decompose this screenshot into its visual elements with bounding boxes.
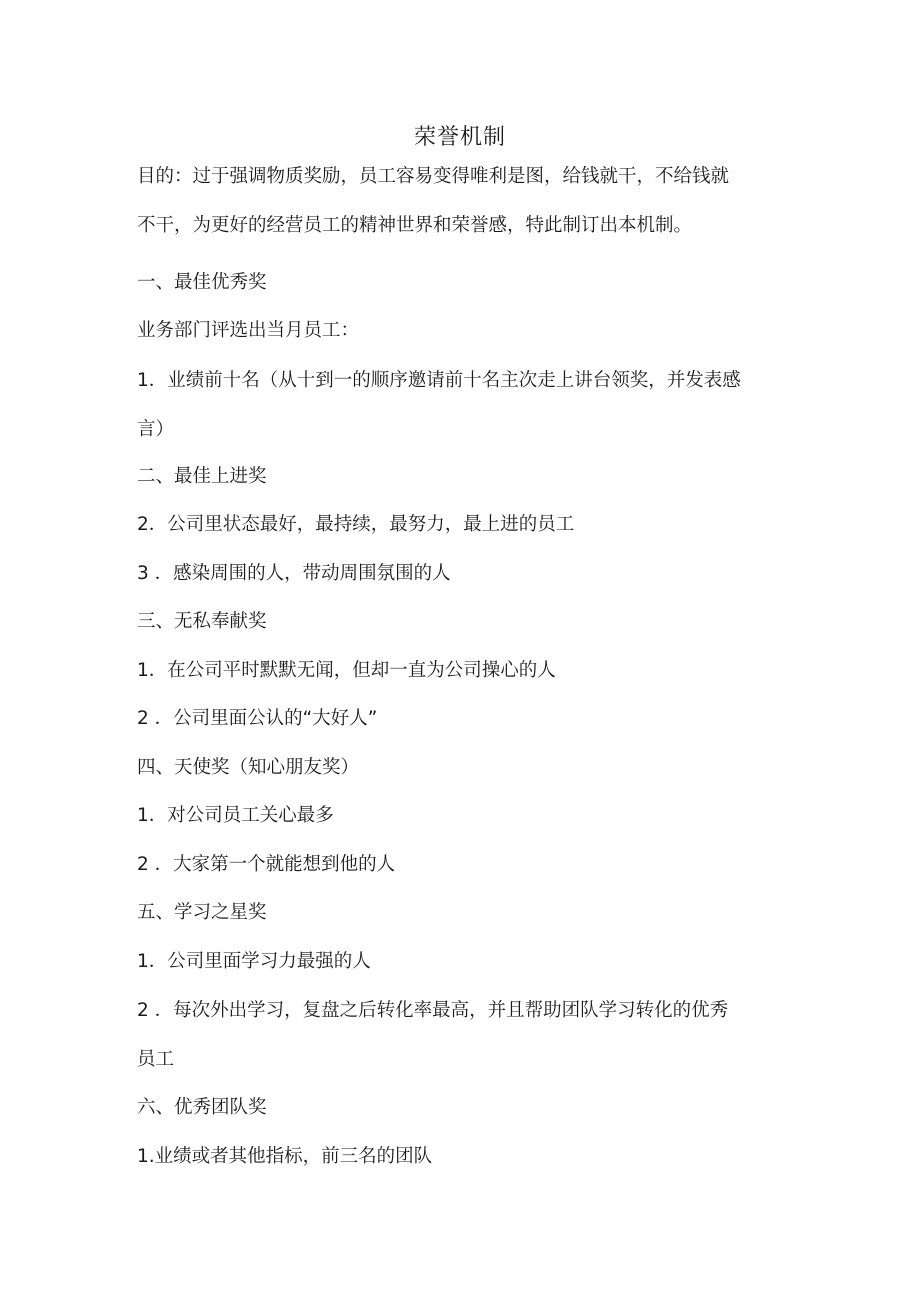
angel-award-item-2: 2 ．大家第一个就能想到他的人 bbox=[137, 854, 396, 875]
section-intro-best-excellence: 业务部门评选出当月员工： bbox=[137, 320, 360, 341]
best-progress-item-1: 2．公司里状态最好，最持续，最努力，最上进的员工 bbox=[137, 514, 575, 535]
document-title: 荣誉机制 bbox=[413, 125, 506, 150]
section-heading-best-excellence: 一、最佳优秀奖 bbox=[137, 272, 267, 293]
section-heading-angel-award: 四、天使奖（知心朋友奖） bbox=[137, 757, 360, 778]
excellent-team-item-1: 1.业绩或者其他指标，前三名的团队 bbox=[137, 1146, 433, 1167]
selfless-dedication-item-1: 1．在公司平时默默无闻，但却一直为公司操心的人 bbox=[137, 660, 556, 681]
section-heading-best-progress: 二、最佳上进奖 bbox=[137, 466, 267, 487]
section-heading-selfless-dedication: 三、无私奉献奖 bbox=[137, 611, 267, 632]
learning-star-item-2-line-2: 员工 bbox=[137, 1049, 175, 1070]
learning-star-item-2 bbox=[137, 986, 797, 1084]
purpose-paragraph bbox=[137, 152, 797, 250]
learning-star-item-1: 1．公司里面学习力最强的人 bbox=[137, 951, 371, 972]
best-excellence-item-1-line-2: 言） bbox=[137, 419, 175, 440]
selfless-dedication-item-2: 2 ．公司里面公认的“大好人” bbox=[137, 708, 378, 729]
best-progress-item-2: 3 ．感染周围的人，带动周围氛围的人 bbox=[137, 563, 451, 584]
purpose-line-2: 不干，为更好的经营员工的精神世界和荣誉感，特此制订出本机制。 bbox=[137, 215, 693, 236]
best-excellence-item-1-line-1: 1．业绩前十名（从十到一的顺序邀请前十名主次走上讲台领奖，并发表感 bbox=[137, 370, 741, 391]
section-heading-learning-star: 五、学习之星奖 bbox=[137, 902, 267, 923]
angel-award-item-1: 1．对公司员工关心最多 bbox=[137, 805, 334, 826]
section-heading-excellent-team: 六、优秀团队奖 bbox=[137, 1097, 267, 1118]
best-excellence-item-1 bbox=[137, 356, 797, 454]
learning-star-item-2-line-1: 2 ．每次外出学习，复盘之后转化率最高，并且帮助团队学习转化的优秀 bbox=[137, 1000, 729, 1021]
purpose-line-1: 目的：过于强调物质奖励，员工容易变得唯利是图，给钱就干，不给钱就 bbox=[137, 166, 730, 187]
